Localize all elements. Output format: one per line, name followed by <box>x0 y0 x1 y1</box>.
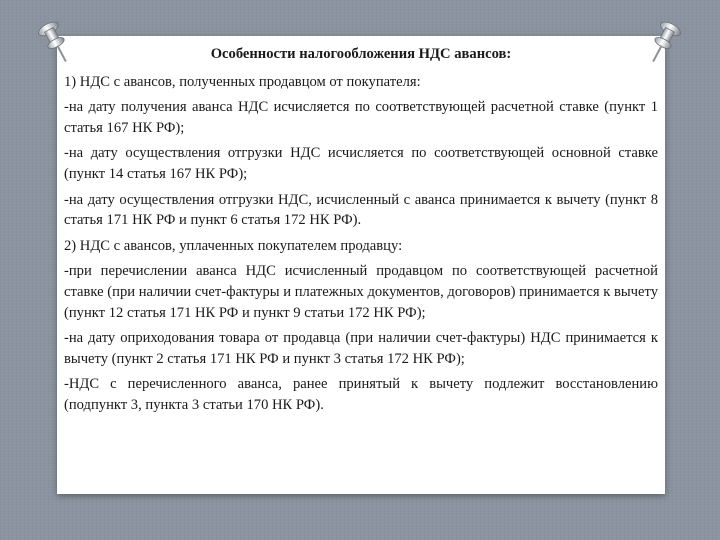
list-item: -на дату оприходования товара от продавца (при наличии счет-фактуры) НДС принимается к вычету (пункт 2 статья 171 НК РФ и пункт 3 статья 172 НК РФ); <box>64 330 658 367</box>
section-heading-paid: 2) НДС с авансов, уплаченных покупателем продавцу: <box>64 237 403 254</box>
list-item: -на дату осуществления отгрузки НДС исчисляется по соответствующей основной ставке (пункт 14 статья 167 НК РФ); <box>64 145 658 182</box>
slide-title: Особенности налогообложения НДС авансов: <box>210 46 512 62</box>
slide-content <box>64 44 658 421</box>
list-item: -на дату осуществления отгрузки НДС, исчисленный с аванса принимается к вычету (пункт 8 статья 171 НК РФ и пункт 6 статья 172 НК РФ). <box>64 191 658 229</box>
list-item: -при перечислении аванса НДС исчисленный продавцом по соответствующей расчетной ставке (при наличии счет-фактуры и платежных документов, договоров) принимается к вычету (пункт 12 статья 171 НК РФ и пункт 9 статьи 172 НК РФ); <box>64 263 658 321</box>
list-item: -на дату получения аванса НДС исчисляется по соответствующей расчетной ставке (пункт 1 статья 167 НК РФ); <box>64 99 658 136</box>
section-heading-received: 1) НДС с авансов, полученных продавцом от покупателя: <box>64 73 421 90</box>
list-item: -НДС с перечисленного аванса, ранее принятый к вычету подлежит восстановлению (подпункт 3, пункта 3 статьи 170 НК РФ). <box>64 376 658 413</box>
